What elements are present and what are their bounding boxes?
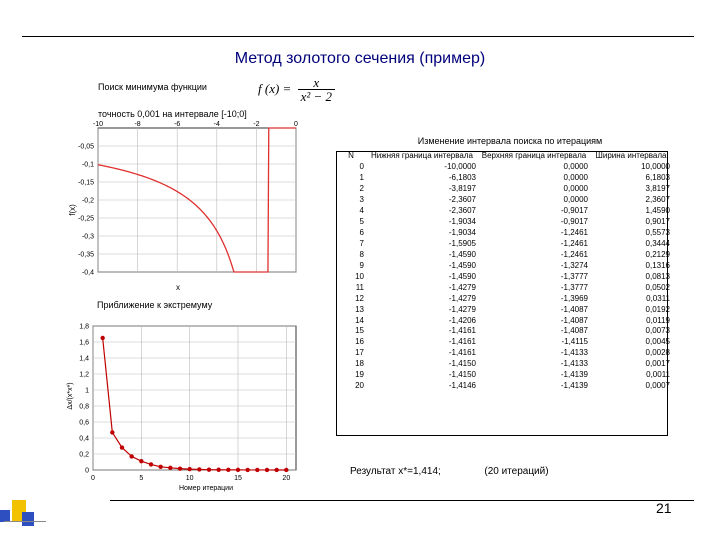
y-tick-label: -0,2: [81, 197, 94, 205]
table-header-row: [336, 151, 672, 162]
y-tick-label: -0,25: [78, 215, 94, 223]
result: [350, 466, 549, 477]
y-tick-label: 0,6: [79, 419, 89, 427]
table-cell: 20: [355, 381, 364, 391]
table-cell: -1,4590: [448, 260, 476, 270]
table-header-lower: Нижняя граница интервала: [371, 151, 473, 161]
table-row: [336, 381, 672, 392]
x-tick-label: -4: [213, 121, 220, 128]
table-cell: 7: [359, 238, 364, 248]
slide-title: Метод золотого сечения (пример): [234, 50, 486, 67]
table-cell: -6,1803: [448, 173, 476, 183]
approx-label: Приближение к экстремуму: [97, 300, 213, 310]
table-cell: -0,9017: [560, 217, 588, 227]
table-row: [336, 173, 672, 184]
table-cell: 0,0000: [563, 173, 588, 183]
table-cell: 11: [355, 282, 364, 292]
table-row: [336, 184, 672, 195]
table-row: [336, 228, 672, 239]
decor-line: [4, 521, 46, 522]
result-text: Результат x*=1,414;: [350, 466, 441, 477]
table-title: Изменение интервала поиска по итерациям: [417, 136, 603, 146]
table-cell: 2,3607: [645, 195, 670, 205]
table-cell: 0,9017: [645, 217, 670, 227]
table-row: [336, 348, 672, 359]
data-point: [284, 468, 288, 472]
formula: [258, 76, 335, 104]
table-row: [336, 249, 672, 260]
table-cell: 12: [355, 293, 364, 303]
table-cell: -1,4087: [560, 315, 588, 325]
y-tick-label: 0,4: [79, 435, 89, 443]
table-cell: 16: [355, 337, 364, 347]
page-number: 21: [656, 500, 672, 516]
table-cell: -1,3777: [560, 271, 588, 281]
table-cell: -1,4279: [448, 293, 476, 303]
table-row: [336, 370, 672, 381]
data-point: [158, 465, 162, 469]
formula-fraction: [298, 76, 335, 104]
table-row: [336, 217, 672, 228]
x-tick-label: 15: [234, 475, 242, 482]
x-tick-label: 0: [294, 121, 298, 128]
table-cell: -1,4590: [448, 271, 476, 281]
table-cell: 0,0119: [646, 315, 670, 325]
table-cell: -1,2461: [560, 238, 588, 248]
table-cell: 2: [359, 184, 364, 194]
table-cell: 0,0028: [645, 348, 670, 358]
table-row: [336, 293, 672, 304]
table-cell: -1,4139: [560, 381, 588, 391]
table-cell: -1,9034: [448, 217, 476, 227]
table-row: [336, 326, 672, 337]
x-tick-label: 5: [139, 475, 144, 482]
data-point: [168, 466, 172, 470]
data-point: [120, 445, 124, 449]
table-row: [336, 359, 672, 370]
y-tick-label: -0,35: [78, 251, 94, 259]
data-point: [236, 468, 240, 472]
table-cell: 6: [359, 228, 364, 238]
table-row: [336, 315, 672, 326]
table-cell: 0: [359, 162, 364, 172]
formula-lhs: f (x) =: [258, 80, 292, 96]
table-row: [336, 260, 672, 271]
table-cell: 0,0000: [563, 162, 588, 172]
function-chart: [60, 118, 310, 298]
data-point: [245, 468, 249, 472]
table-cell: -1,4279: [448, 304, 476, 314]
subtitle: Поиск минимума функции: [98, 82, 207, 92]
table-cell: 4: [359, 206, 364, 216]
table-cell: 10,0000: [641, 162, 670, 172]
table-cell: -1,4133: [560, 348, 588, 358]
table-cell: -1,2461: [560, 228, 588, 238]
table-row: [336, 282, 672, 293]
table-cell: 1,4590: [645, 206, 670, 216]
table-cell: 10: [355, 271, 364, 281]
decor-square-blue-2: [22, 512, 34, 526]
table-cell: 6,1803: [645, 173, 670, 183]
table-cell: 1: [359, 173, 364, 183]
table-cell: 0,5573: [645, 228, 670, 238]
table-header-upper: Верхняя граница интервала: [481, 151, 587, 161]
x-tick-label: 20: [282, 475, 291, 482]
table-cell: 0,0502: [645, 282, 670, 292]
data-point: [197, 467, 201, 471]
table-cell: 0,3444: [645, 238, 670, 248]
data-point: [100, 336, 104, 340]
convergence-chart-ylabel: Δx/(x*x*): [67, 382, 74, 410]
table-cell: 0,2129: [645, 249, 670, 259]
table-cell: -1,4150: [448, 359, 476, 369]
precision-note: точность 0,001 на интервале [-10;0]: [98, 109, 247, 119]
table-cell: 5: [359, 217, 364, 227]
x-tick-label: 0: [91, 475, 95, 482]
table-row: [336, 206, 672, 217]
data-point: [255, 468, 259, 472]
y-tick-label: -0,15: [78, 179, 94, 187]
y-tick-label: 1,2: [79, 371, 89, 379]
convergence-points: [100, 336, 288, 472]
table-cell: 17: [355, 348, 364, 358]
y-tick-label: 0,8: [79, 403, 89, 411]
table-cell: -2,3607: [448, 195, 476, 205]
data-point: [110, 430, 114, 434]
y-tick-label: 1,8: [79, 323, 89, 331]
y-tick-label: -0,05: [78, 143, 94, 151]
data-point: [226, 468, 230, 472]
table-cell: -1,4087: [560, 326, 588, 336]
y-tick-label: -0,1: [81, 161, 94, 169]
data-point: [139, 459, 143, 463]
table-cell: -1,3969: [560, 293, 588, 303]
x-tick-label: -8: [134, 121, 141, 128]
table-cell: 13: [355, 304, 364, 314]
table-cell: -1,5905: [448, 238, 476, 248]
table-cell: -1,4161: [448, 326, 476, 336]
data-point: [207, 467, 211, 471]
y-tick-label: -0,3: [81, 233, 94, 241]
table-cell: 0,0011: [646, 370, 670, 380]
y-tick-label: 1,4: [79, 355, 89, 363]
table-cell: 0,0073: [645, 326, 670, 336]
y-tick-label: -0,4: [81, 269, 94, 277]
table-row: [336, 239, 672, 250]
data-point: [149, 462, 153, 466]
data-point: [178, 466, 182, 470]
x-tick-label: -6: [174, 121, 181, 128]
table-row: [336, 304, 672, 315]
y-tick-label: 0: [85, 467, 89, 475]
table-cell: 3: [359, 195, 364, 205]
table-cell: -0,9017: [560, 206, 588, 216]
y-tick-label: 1: [85, 387, 89, 395]
table-cell: -1,4279: [448, 282, 476, 292]
data-point: [187, 467, 191, 471]
table-cell: -1,4206: [448, 315, 476, 325]
table-cell: 0,0045: [645, 337, 670, 347]
table-cell: 0,0000: [563, 184, 588, 194]
table-cell: -1,9034: [448, 228, 476, 238]
x-tick-label: 10: [185, 475, 194, 482]
table-cell: -1,4146: [448, 381, 476, 391]
data-point: [216, 468, 220, 472]
x-tick-label: -2: [253, 121, 260, 128]
table-cell: 0,0017: [645, 359, 670, 369]
table-row: [336, 271, 672, 282]
table-header-n: N: [348, 151, 354, 161]
x-tick-label: -10: [92, 121, 104, 128]
y-tick-label: 1,6: [79, 339, 89, 347]
table-row: [336, 162, 672, 173]
table-cell: -1,4133: [560, 359, 588, 369]
data-point: [265, 468, 269, 472]
table-cell: -1,4115: [561, 337, 588, 347]
table-cell: -1,4161: [448, 348, 476, 358]
table-cell: -1,2461: [560, 249, 588, 259]
table-cell: -1,4161: [448, 337, 476, 347]
convergence-chart: [60, 318, 310, 496]
function-chart-xlabel: x: [176, 283, 180, 292]
table-cell: 3,8197: [645, 184, 670, 194]
table-header-width: Ширина интервала: [595, 151, 667, 161]
convergence-chart-ticks: [79, 324, 290, 483]
function-chart-ylabel: f(x): [68, 204, 77, 216]
table-body: [336, 162, 672, 392]
table-cell: 0,0007: [645, 381, 670, 391]
data-point: [274, 468, 278, 472]
table-cell: -1,4139: [560, 370, 588, 380]
table-cell: 14: [355, 315, 364, 325]
table-cell: -1,4150: [448, 370, 476, 380]
table-cell: 0,0192: [645, 304, 670, 314]
table-cell: -3,8197: [448, 184, 476, 194]
table-cell: 15: [355, 326, 364, 336]
formula-numerator: x: [298, 76, 335, 90]
table-cell: -1,3274: [560, 260, 588, 270]
iteration-table: [336, 151, 672, 392]
table-cell: -2,3607: [448, 206, 476, 216]
table-cell: -1,4590: [448, 249, 476, 259]
table-row: [336, 195, 672, 206]
table-cell: 8: [359, 249, 364, 259]
table-cell: 0,0311: [646, 293, 670, 303]
bottom-rule: [110, 500, 694, 501]
table-cell: -1,4087: [560, 304, 588, 314]
formula-denominator: x² − 2: [300, 89, 333, 104]
table-cell: 19: [355, 370, 364, 380]
result-iterations: (20 итераций): [484, 466, 549, 477]
table-cell: -10,0000: [444, 162, 476, 172]
convergence-chart-xlabel: Номер итерации: [178, 485, 234, 492]
table-row: [336, 337, 672, 348]
data-point: [129, 454, 133, 458]
table-cell: -1,3777: [560, 282, 588, 292]
table-cell: 0,0000: [563, 195, 588, 205]
y-tick-label: 0,2: [79, 451, 89, 459]
top-rule: [22, 36, 694, 37]
table-cell: 9: [359, 260, 364, 270]
table-cell: 0,1316: [645, 260, 670, 270]
function-chart-grid: [98, 128, 296, 272]
table-cell: 0,0813: [645, 271, 670, 281]
table-cell: 18: [355, 359, 364, 369]
